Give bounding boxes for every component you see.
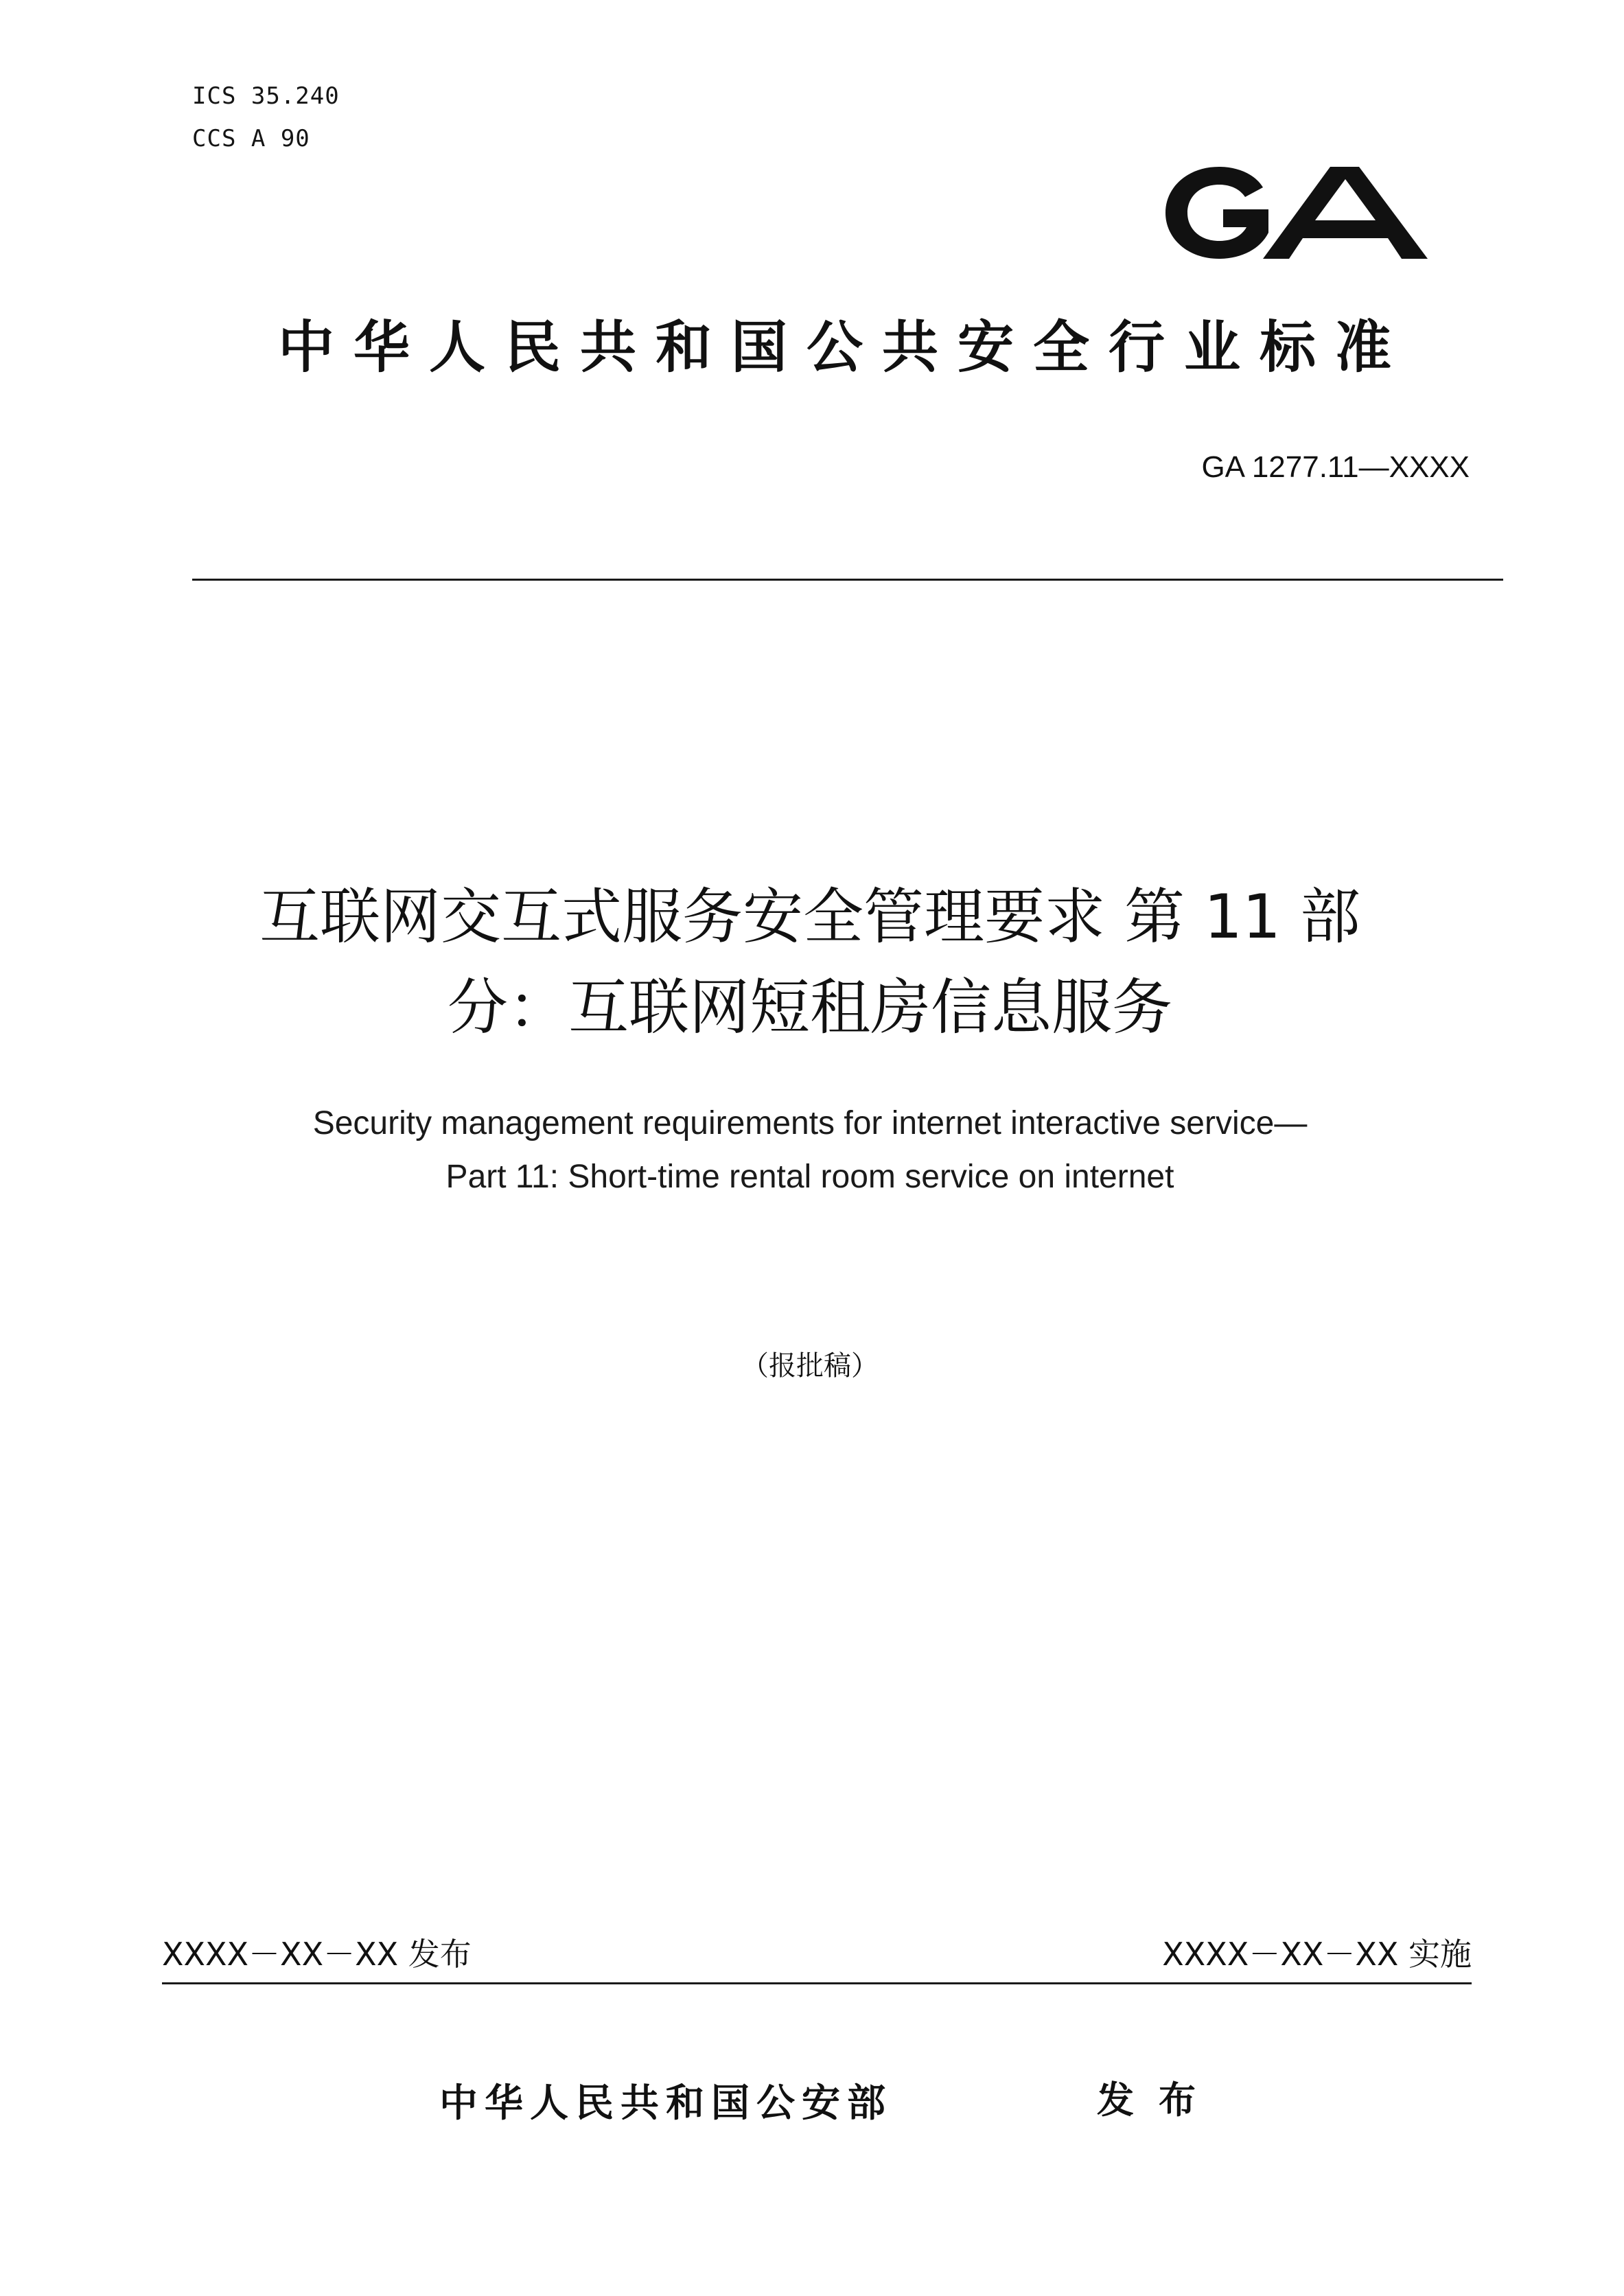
- standard-category-title: 中华人民共和国公共安全行业标准: [277, 315, 1411, 380]
- title-en-line-2: Part 11: Short-time rental room service on internet: [445, 1159, 1174, 1195]
- bottom-divider: [162, 1982, 1472, 1984]
- document-title-zh: [124, 872, 1496, 1053]
- publish-label: 发布: [1097, 2078, 1220, 2122]
- title-en-line-1: Security management requirements for internet interactive service—: [312, 1105, 1308, 1141]
- ccs-code: CCS A 90: [192, 125, 310, 152]
- title-zh-line-2: 分：互联网短租房信息服务: [447, 972, 1172, 1043]
- draft-status: （报批稿）: [741, 1350, 879, 1382]
- standard-number: GA 1277.11—XXXX: [1201, 450, 1470, 484]
- top-divider: [192, 579, 1503, 581]
- title-zh-line-1: 互联网交互式服务安全管理要求 第 11 部: [259, 881, 1360, 952]
- publisher-name: 中华人民共和国公安部: [439, 2081, 892, 2126]
- ga-logo: [1160, 161, 1435, 264]
- document-title-en: [124, 1097, 1496, 1204]
- publish-date: XXXX－XX－XX 发布: [162, 1936, 472, 1973]
- ics-code: ICS 35.240: [192, 82, 340, 110]
- implementation-date: XXXX－XX－XX 实施: [1162, 1936, 1472, 1973]
